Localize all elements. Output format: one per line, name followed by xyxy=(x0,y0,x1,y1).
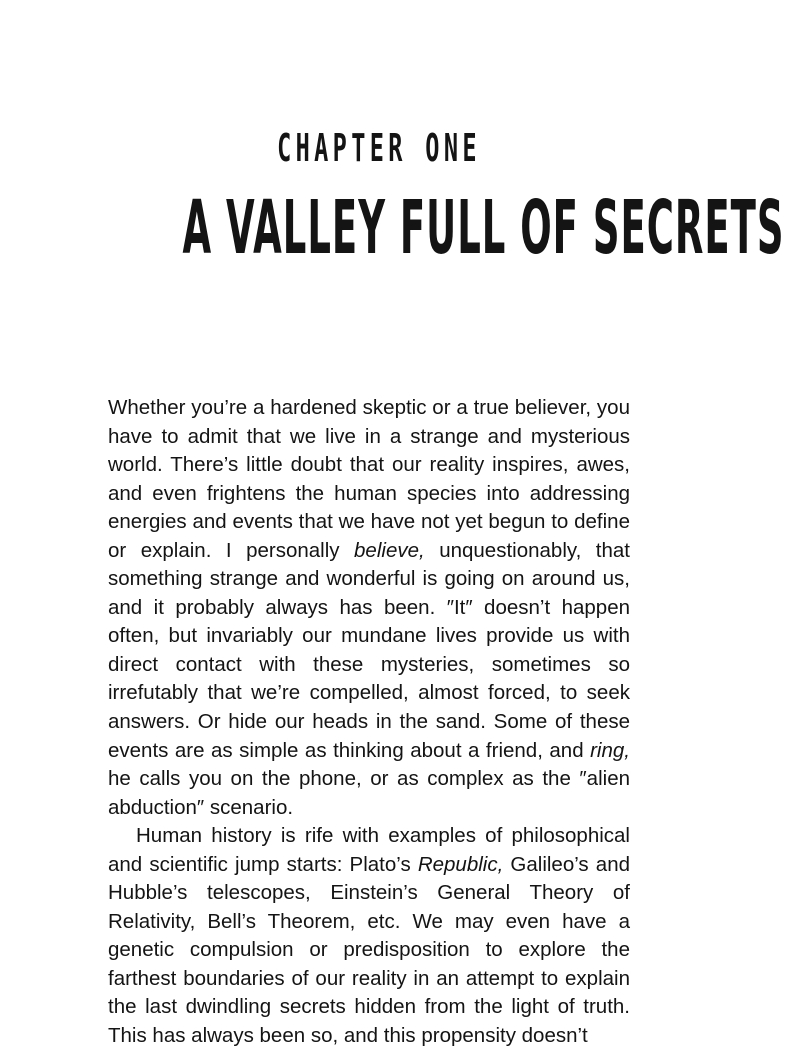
chapter-title-heading: A VALLEY FULL OF SECRETS xyxy=(182,185,785,271)
paragraph-1-text-a: Whether you’re a hardened skeptic or a true believer, you have to admit that we live in a strange and mysterious world. There’s little doubt that our reality inspires, awes, and even frightens the human species into addressing energies and events that we have not yet begun to define or explain. I personally xyxy=(108,396,630,562)
chapter-number-heading: CHAPTER ONE xyxy=(277,126,481,170)
paragraph-2-emphasis-republic: Republic, xyxy=(417,852,504,876)
paragraph-1-emphasis-ring: ring, xyxy=(590,738,630,762)
paragraph-1-emphasis-believe: believe, xyxy=(354,538,425,562)
paragraph-1-text-b: unquestionably, that something strange and wonderful is going on around us, and it probably always has been. ″It″ doesn’t happen often, but invariably our mundane lives provide us with direct contact with these mysteries, sometimes so irrefutably that we’re compelled, almost forced, to seek answers. Or hide our heads in the sand. Some of these events are as simple as thinking about a friend, and xyxy=(108,538,630,762)
chapter-body-text xyxy=(108,394,630,1051)
paragraph-1 xyxy=(108,394,630,822)
paragraph-2-text-b: Galileo’s and Hubble’s telescopes, Einstein’s General Theory of Relativity, Bell’s Theorem, etc. We may even have a genetic compulsion or predisposition to explore the farthest boundaries of our reality in an attempt to explain the last dwindling secrets hidden from the light of truth. This has always been so, and this propensity doesn’t xyxy=(108,852,630,1048)
paragraph-2 xyxy=(108,822,630,1050)
paragraph-1-text-c: he calls you on the phone, or as complex as the ″alien abduction″ scenario. xyxy=(108,767,630,819)
paragraph-2-text-a: Human history is rife with examples of philosophical and scientific jump starts: Plato’s xyxy=(108,824,630,876)
